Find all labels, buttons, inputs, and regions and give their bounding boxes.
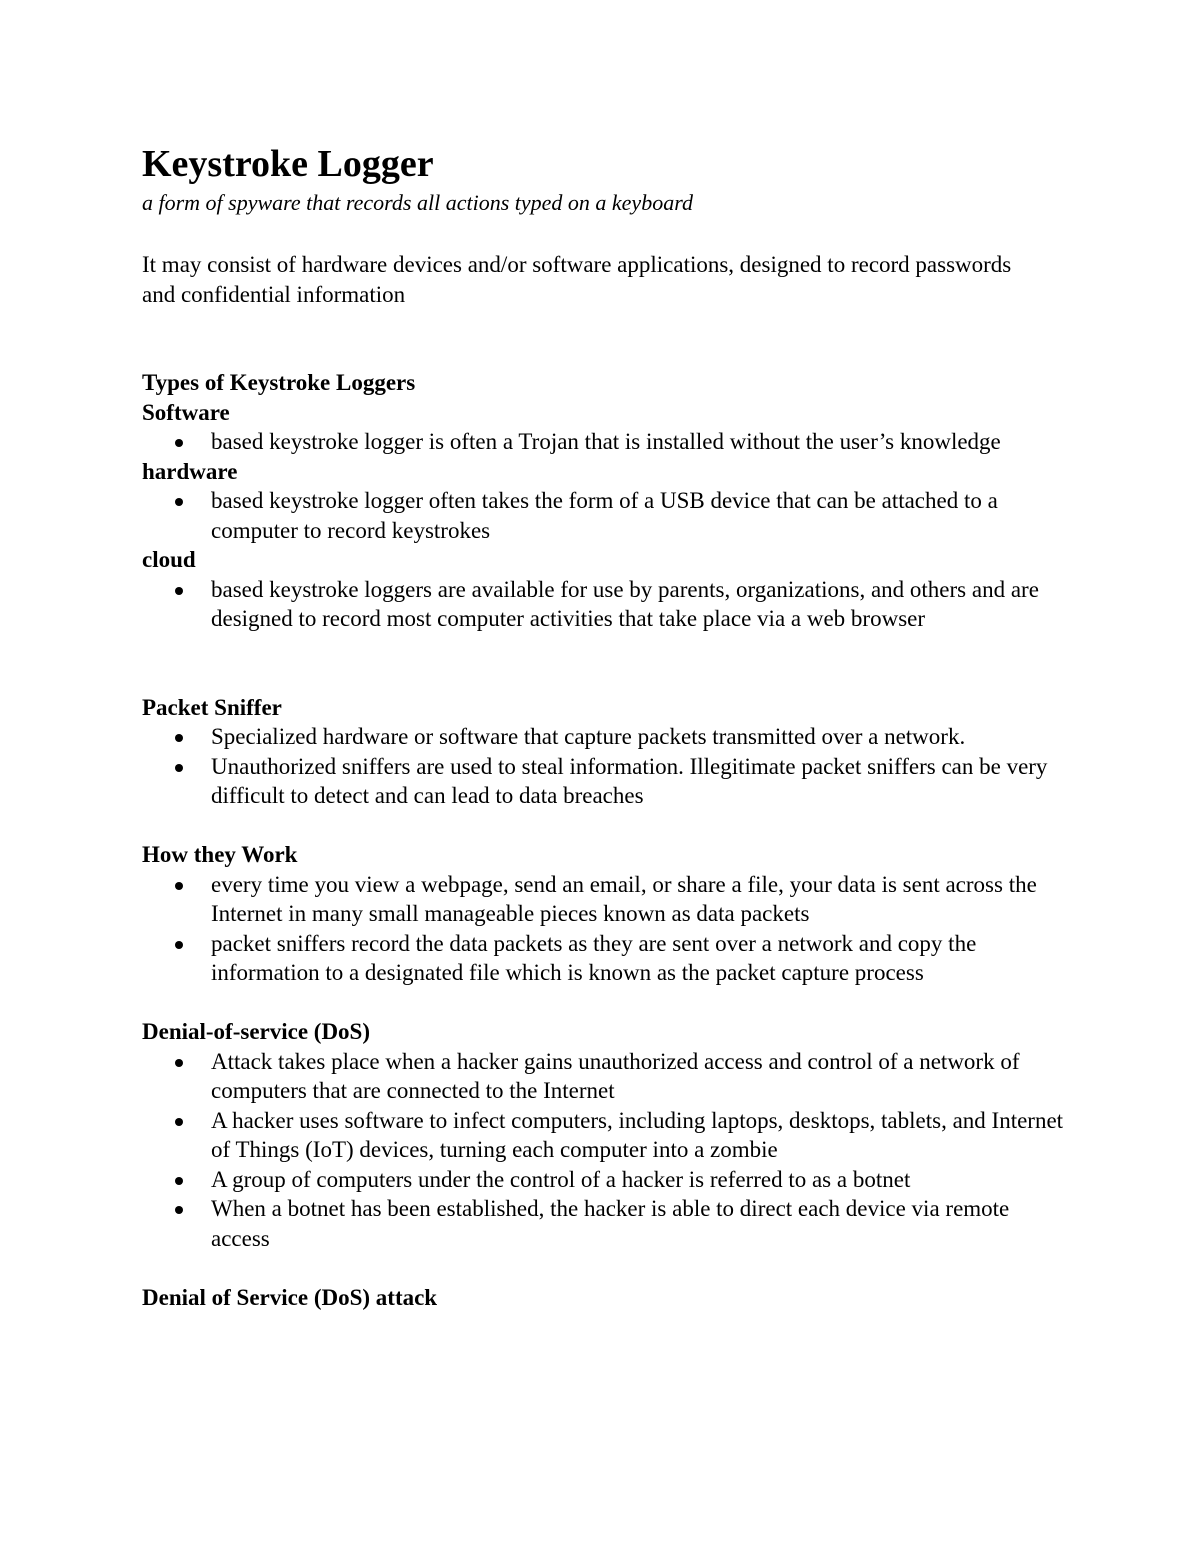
list-item (142, 929, 1072, 988)
dos-attack-heading: Denial of Service (DoS) attack (142, 1284, 438, 1310)
list-item (142, 752, 1072, 811)
hardware-heading: hardware (142, 458, 238, 484)
list-item (142, 1165, 1072, 1195)
list-item-text: based keystroke logger often takes the form of a USB device that can be attached to a computer to record keystrokes (211, 488, 998, 543)
types-heading: Types of Keystroke Loggers (142, 370, 416, 395)
how-they-work-section (142, 840, 1072, 988)
bullet-icon (175, 1118, 183, 1126)
dos-list (142, 1047, 1072, 1254)
bullet-icon (175, 587, 183, 595)
dos-section (142, 1017, 1072, 1253)
cloud-list (142, 575, 1072, 634)
bullet-icon (175, 882, 183, 890)
list-item-text: based keystroke logger is often a Trojan that is installed without the user’s knowledge (211, 429, 1001, 454)
packet-sniffer-heading: Packet Sniffer (142, 694, 282, 720)
list-item-text: every time you view a webpage, send an email, or share a file, your data is sent across the Internet in many small manageable pieces known as data packets (211, 871, 1037, 926)
bullet-icon (175, 1177, 183, 1185)
list-item-text: Unauthorized sniffers are used to steal information. Illegitimate packet sniffers can be very difficult to detect and can lead to data breaches (211, 753, 1048, 808)
list-item (142, 1106, 1072, 1165)
hardware-list (142, 486, 1072, 545)
list-item (142, 575, 1072, 634)
list-item-text: Attack takes place when a hacker gains unauthorized access and control of a network of computers that are connected to the Internet (211, 1048, 1020, 1103)
document-page (142, 140, 1072, 1312)
how-they-work-list (142, 870, 1072, 988)
packet-sniffer-list (142, 722, 1072, 811)
list-item (142, 870, 1072, 929)
dos-heading: Denial-of-service (DoS) (142, 1019, 371, 1044)
intro-paragraph: It may consist of hardware devices and/or software applications, designed to record passwords and confidential information (142, 252, 1012, 307)
bullet-icon (175, 498, 183, 506)
page-title: Keystroke Logger (142, 143, 434, 185)
software-list (142, 427, 1072, 457)
bullet-icon (175, 734, 183, 742)
bullet-icon (175, 439, 183, 447)
packet-sniffer-section (142, 693, 1072, 811)
list-item-text: A hacker uses software to infect computers, including laptops, desktops, tablets, and Internet of Things (IoT) devices, turning each computer into a zombie (211, 1107, 1064, 1162)
how-they-work-heading: How they Work (142, 842, 298, 867)
software-heading: Software (142, 399, 230, 425)
list-item-text: When a botnet has been established, the hacker is able to direct each device via remote access (211, 1196, 1010, 1251)
dos-attack-section (142, 1283, 1072, 1313)
list-item (142, 1047, 1072, 1106)
list-item (142, 722, 1072, 752)
list-item (142, 1194, 1072, 1253)
list-item-text: packet sniffers record the data packets as they are sent over a network and copy the information to a designated file which is known as the packet capture process (211, 930, 977, 985)
list-item (142, 486, 1072, 545)
cloud-heading: cloud (142, 547, 196, 572)
list-item-text: A group of computers under the control of a hacker is referred to as a botnet (211, 1166, 911, 1192)
list-item (142, 427, 1072, 457)
bullet-icon (175, 1206, 183, 1214)
bullet-icon (175, 1059, 183, 1067)
types-section (142, 368, 1072, 634)
list-item-text: Specialized hardware or software that capture packets transmitted over a network. (211, 724, 966, 749)
page-subtitle: a form of spyware that records all actions typed on a keyboard (142, 190, 693, 215)
bullet-icon (175, 764, 183, 772)
list-item-text: based keystroke loggers are available for use by parents, organizations, and others and are designed to record most computer activities that take place via a web browser (211, 576, 1039, 631)
bullet-icon (175, 941, 183, 949)
